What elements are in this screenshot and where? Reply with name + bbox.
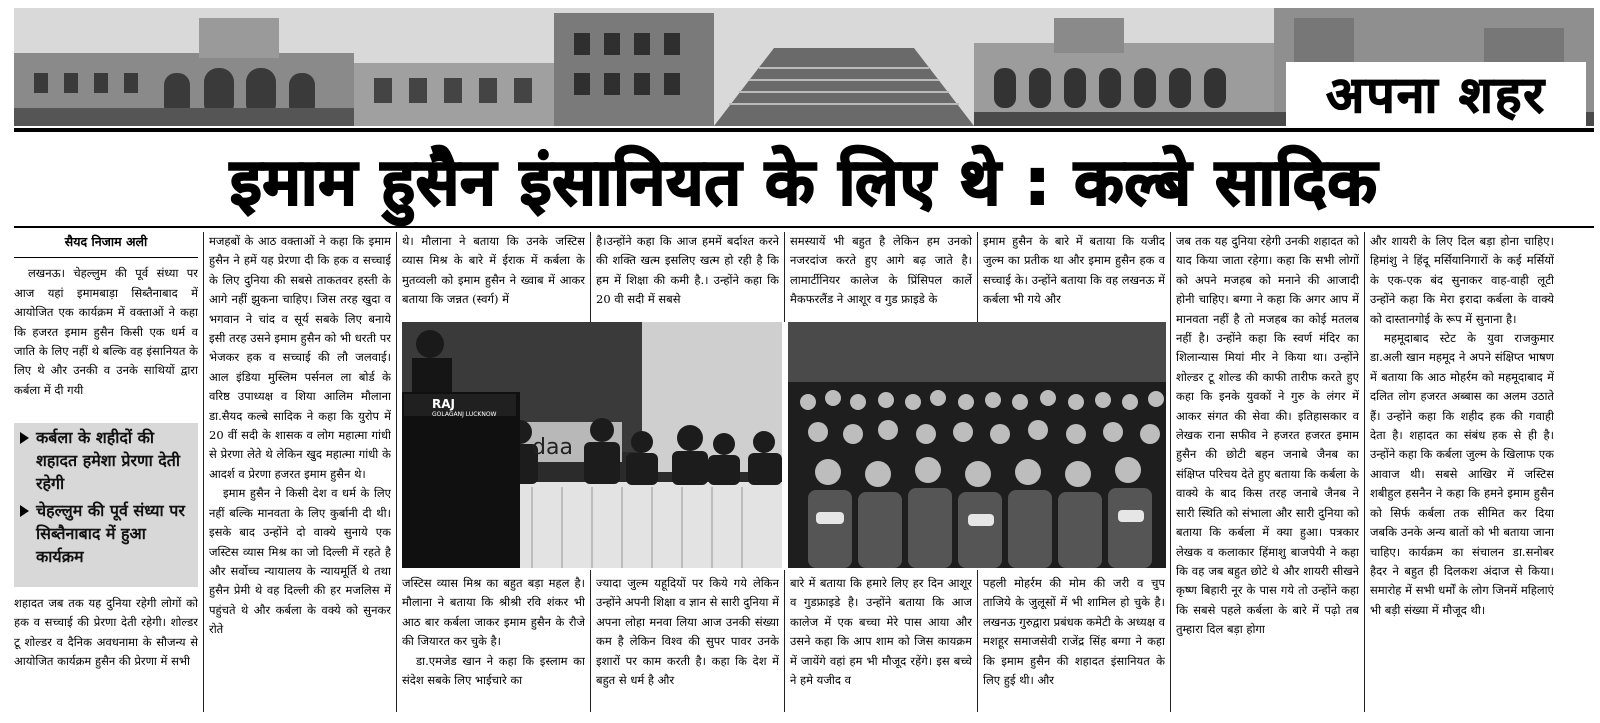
paragraph: शहादत जब तक यह दुनिया रहेगी लोगों को हक व सच्चाई की प्रेरणा देती रहेगी। शोल्डर टू शोल्डर व दैनिक अवधनामा के सौजन्य से आयोजित कार्यक्रम हुसैन की प्रेरणा में सभी — [14, 596, 198, 669]
column-1-bottom — [14, 594, 198, 712]
column-divider — [977, 570, 978, 712]
column-divider — [203, 232, 204, 712]
paragraph: लखनऊ। चेहल्लुम की पूर्व संध्या पर आज यहां इमामबाड़ा सिब्तैनाबाद में आयोजित एक कार्यक्रम में वक्ताओं ने कहा कि हजरत इमाम हुसैन किसी एक धर्म व जाति के लिए नहीं थे बल्कि वह इंसानियत के लिए थे और उनकी व उनके साथियों द्वारा कर्बला में दी गयी — [14, 266, 198, 397]
column-divider — [784, 232, 785, 322]
column-2 — [209, 232, 391, 712]
paragraph: जब तक यह दुनिया रहेगी उनकी शहादत को याद किया जाता रहेगा। कहा कि सभी लोगों को अपने मजहब को मनाने की आजादी होनी चाहिए। बग्गा ने कहा कि अगर आप में मानवता नहीं है तो मजहब का कोई मतलब नहीं है। उन्होंने कहा कि स्वर्ण मंदिर का शिलान्यास मियां मीर ने किया था। उन्होंने शोल्डर टू शोल्ड की काफी तारीफ करते हुए कहा कि इनके युवकों ने गुरु के लंगर में आकर संगत की सेवा की। इतिहासकार व लेखक राना सफीव ने हजरत हजरत इमाम हुसैन की छोटी बहन जनाबे जैनब का संक्षिप्त परिचय देते हुए बताया कि कर्बला के वाक्ये के बाद किस तरह जनाबे जैनब ने सारी स्थिति को संभाला और सारी दुनिया को बताया कि कर्बला में क्या हुआ। पत्रकार लेखक व कलाकार हिंमाशु बाजपेयी ने कहा कि वह जब बहुत छोटे थे और शायरी सीखने कृष्ण बिहारी नूर के पास गये तो उन्होंने कहा कि सबसे पहले कर्बला के बारे में पढ़ो तब तुम्हारा दिल बड़ा होगा — [1176, 234, 1359, 637]
column-5-top — [790, 232, 972, 318]
paragraph: महमूदाबाद स्टेट के युवा राजकुमार डा.अली खान महमूद ने अपने संक्षिप्त भाषण में बताया कि आठ मोहर्रम को महमूदाबाद में दलित लोग हजरत अब्बास का अलम उठाते हैं। उन्होंने कहा कि शहीद हक की गवाही देता है। शहादत का संबंध हक से ही है। उन्होंने कहा कि कर्बला जुल्म के खिलाफ एक आवाज थी। सबसे आखिर में जस्टिस शबीहुल हसनैन ने कहा कि हमने इमाम हुसैन को सिर्फ कर्बला तक सीमित कर दिया जबकि उनके अन्य बातों को भी बताया जाना चाहिए। कार्यक्रम का संचालन डा.सनोबर हैदर ने बहुत ही दिलकश अंदाज से किया। समारोह में सभी धर्मों के लोग जिनमें महिलाएं भी बड़ी संख्या में मौजूद थी। — [1370, 331, 1554, 617]
column-divider — [396, 232, 397, 712]
column-divider — [784, 570, 785, 712]
paragraph: जस्टिस व्यास मिश्र का बहुत बड़ा महल है। मौलाना ने बताया कि श्रीश्री रवि शंकर भी आठ बार कर्बला जाकर इमाम हुसैन के रौजे की जियारत कर चुके है। — [402, 576, 585, 649]
column-8 — [1370, 232, 1554, 712]
byline: सैयद निजाम अली — [14, 232, 198, 258]
paragraph: है।उन्होंने कहा कि आज हममें बर्दाश्त करने की शक्ति खत्म इसलिए खत्म हो रही है कि हम में शिक्षा की कमी है.। उन्होंने कहा कि 20 वी सदी में सबसे — [596, 234, 779, 307]
podium-banner-line1: RAJ — [432, 397, 455, 411]
masthead-divider — [14, 128, 1594, 132]
paragraph: ज्यादा जुल्म यहूदियों पर किये गये लेकिन उन्होंने अपनी शिक्षा व ज्ञान से सारी दुनिया में अपना लोहा मनवा लिया आज उनकी संख्या कम है लेकिन विश्व की सुपर पावर उनके इशारों पर काम करती है। कहा कि देश में बहुत से धर्म है और — [596, 576, 779, 688]
paragraph: समस्यायें भी बहुत है लेकिन हम उनको नजरदांज करते हुए आगे बढ़ जाते है। लामार्टीनियर कालेज के प्रिंसिपल कार्ले मैकफरलैंड ने आशूर व गुड फ्राइडे के — [790, 234, 972, 307]
column-6-bottom — [983, 574, 1165, 712]
highlight-item: चेहल्लुम की पूर्व संध्या पर सिब्तैनाबाद में हुआ कार्यक्रम — [20, 499, 192, 568]
column-6-top — [983, 232, 1165, 318]
masthead-banner — [14, 8, 1594, 126]
column-divider — [590, 232, 591, 322]
paragraph: बारे में बताया कि हमारे लिए हर दिन आशूर व गुडफ्राइडे है। उन्होंने बताया कि आज कालेज में एक बच्चा मेरे पास आया और उसने कहा कि आप शाम को जिस कायक्रम में जायेंगे वहां हम भी मौजूद रहेंगे। इस बच्चे ने हमे यजीद व — [790, 576, 972, 688]
highlight-item: कर्बला के शहीदों की शहादत हमेशा प्रेरणा देती रहेगी — [20, 426, 192, 495]
column-divider — [977, 232, 978, 322]
audience-photo — [788, 322, 1166, 568]
column-5-bottom — [790, 574, 972, 712]
stage-photo — [402, 322, 782, 568]
column-4-bottom — [596, 574, 779, 712]
paragraph: इमाम हुसैन ने किसी देश व धर्म के लिए नहीं बल्कि मानवता के लिए कुर्बानी दी थी। इसके बाद उन्होंने दो वाक्ये सुनाये एक जस्टिस व्यास मिश्र का जो दिल्ली में रहते है और सर्वोच्च न्यायालय के न्यायमूर्ति थे तथा हुसैन प्रेमी थे वह दिल्ली की हर मजलिस में पहुंचते थे और कर्बला के वक्ये को सुनकर रोते — [209, 486, 391, 637]
backdrop-text: daa — [532, 435, 573, 460]
column-7 — [1176, 232, 1359, 712]
highlights-box — [14, 423, 198, 587]
paragraph: थे। मौलाना ने बताया कि उनके जस्टिस व्यास मिश्र के बारे में ईराक में कर्बला के मुतव्वली को इमाम हुसैन ने ख्वाब में आकर बताया कि जन्नत (स्वर्ग) में — [402, 234, 585, 307]
column-3-bottom — [402, 574, 585, 712]
column-divider — [1170, 232, 1171, 712]
column-divider — [590, 570, 591, 712]
podium-banner-line2: GOLAGANJ LUCKNOW — [432, 411, 497, 418]
paragraph: मजहबों के आठ वक्ताओं ने कहा कि इमाम हुसैन ने हमें यह प्रेरणा दी कि हक व सच्चाई के लिए दुनिया की सबसे ताकतवर हस्ती के आगे नहीं झुकना चाहिए। जिस तरह खुदा व भगवान ने चांद व सूर्य सबके लिए बनाये इसी तरह उसने इमाम हुसैन को भी धरती पर भेजकर हक व सच्चाई की लौ जलवाई। आल इंडिया मुस्लिम पर्सनल ला बोर्ड के वरिष्ठ उपाध्यक्ष व शिया आलिम मौलाना डा.सैयद कल्बे सादिक ने कहा कि युरोप में 20 वीं सदी के शासक व लोग महात्मा गांधी से प्रेरणा लेते थे लेकिन खुद महात्मा गांधी के आदर्श व प्रेरणा हजरत इमाम हुसैन थे। — [209, 234, 391, 481]
paragraph: इमाम हुसैन के बारे में बताया कि यजीद जुल्म का प्रतीक था और इमाम हुसैन हक व सच्चाई के। उन्होंने बताया कि वह लखनऊ में कर्बला भी गये और — [983, 234, 1165, 307]
article-headline: इमाम हुसैन इंसानियत के लिए थे : कल्बे सादिक — [230, 146, 1378, 220]
column-4-top — [596, 232, 779, 318]
paragraph: और शायरी के लिए दिल बड़ा होना चाहिए। हिमांशु ने हिंदू मर्सियानिगारों के कई मर्सियों के एक-एक बंद सुनाकर वाह-वाही लूटी उन्होंने कहा कि मेरा इरादा कर्बला के वाक्ये को दास्तानगोई के रूप में सुनाना है। — [1370, 234, 1554, 326]
section-brand-title: अपना शहर — [1286, 62, 1586, 126]
paragraph: पहली मोहर्रम की मोम की जरी व चुप ताजिये के जुलूसों में भी शामिल हो चुके है। लखनऊ गुरुद्वारा प्रबंधक कमेटी के अध्यक्ष व मशहूर समाजसेवी राजेंद्र सिंह बग्गा ने कहा कि इमाम हुसैन की शहादत इंसानियत के लिए हुई थी। और — [983, 576, 1165, 688]
column-divider — [1364, 232, 1365, 712]
column-1-top — [14, 232, 198, 422]
paragraph: डा.एमजेड खान ने कहा कि इस्लाम का संदेश सबके लिए भाईचारे का — [402, 653, 585, 688]
column-3-top — [402, 232, 585, 318]
headline-divider — [14, 226, 1594, 228]
